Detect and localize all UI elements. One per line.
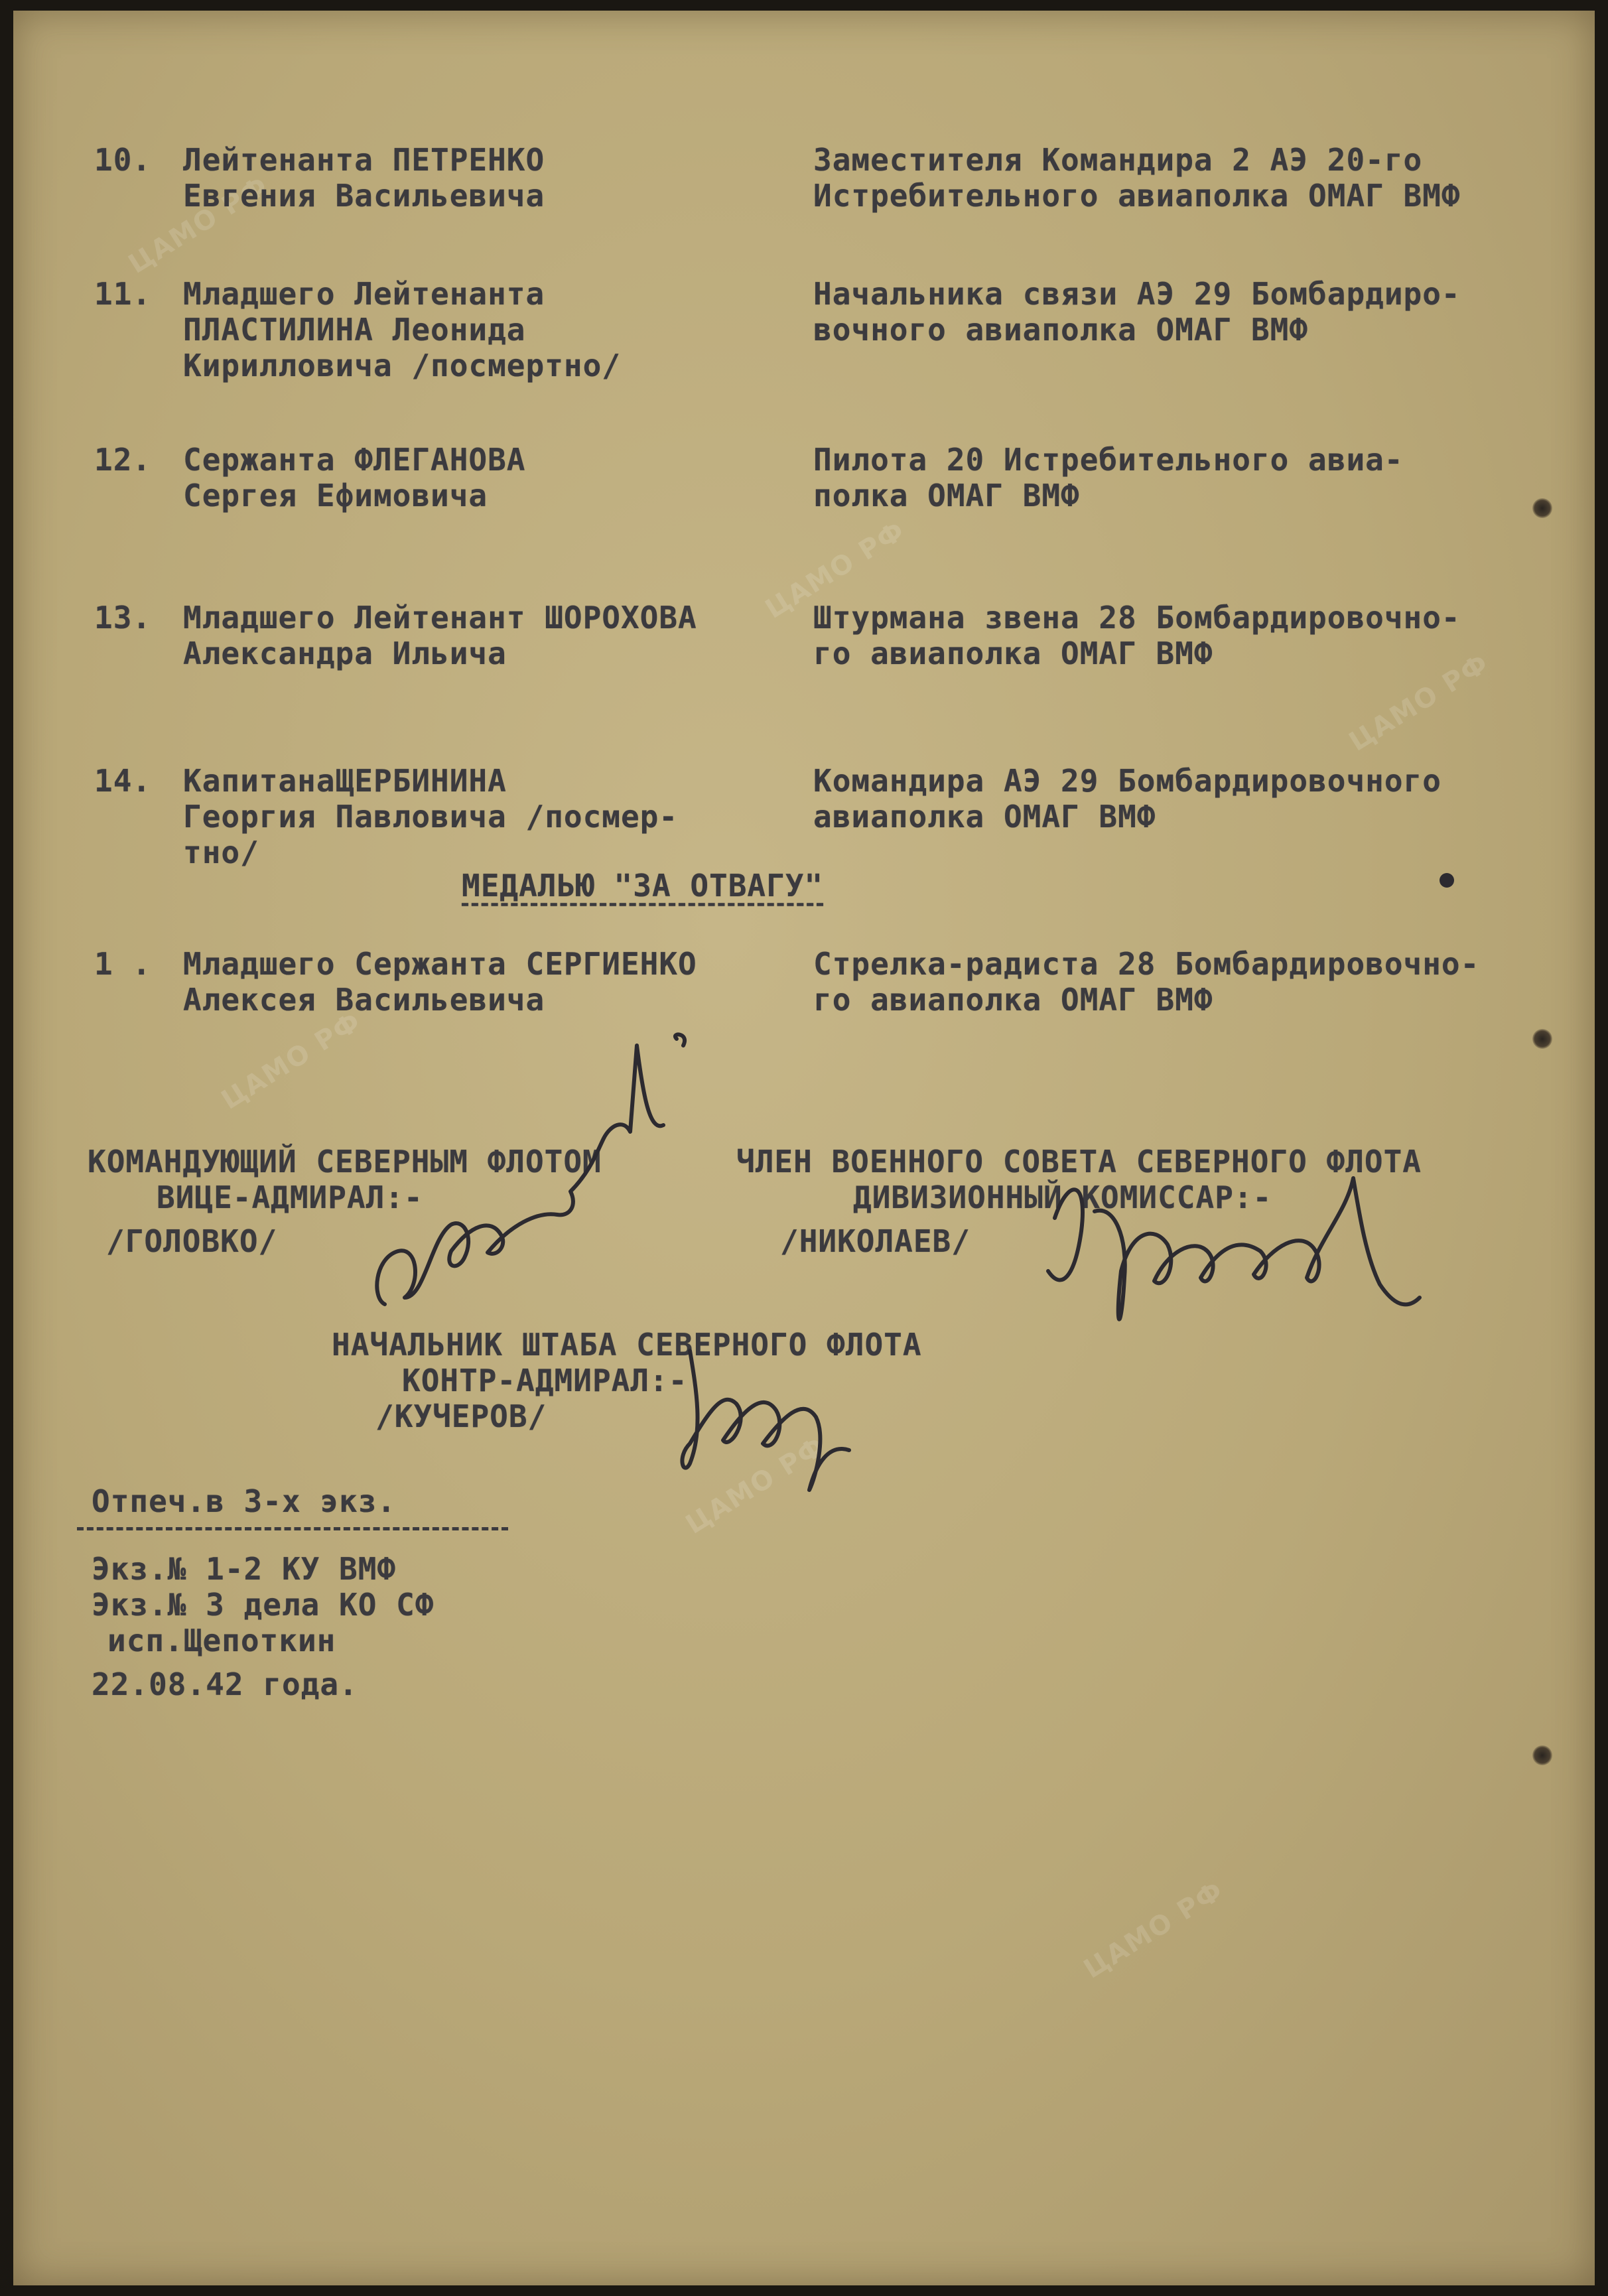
entry-name-line: Младшего Лейтенант ШОРОХОВА [183, 600, 697, 636]
punch-hole [1532, 1029, 1552, 1049]
council-title: ЧЛЕН ВОЕННОГО СОВЕТА СЕВЕРНОГО ФЛОТА [736, 1144, 1422, 1180]
entry-position-line: вочного авиаполка ОМАГ ВМФ [813, 312, 1309, 348]
entry-name-line: Сергея Ефимовича [183, 478, 488, 513]
footer-rule [77, 1527, 508, 1530]
commander-name: /ГОЛОВКО/ [106, 1223, 278, 1259]
watermark: ЦАМО РФ [1343, 647, 1495, 758]
staff-title: НАЧАЛЬНИК ШТАБА СЕВЕРНОГО ФЛОТА [332, 1327, 922, 1363]
staff-title: КОНТР-АДМИРАЛ:- [402, 1363, 688, 1398]
entry-name-line: Лейтенанта ПЕТРЕНКО [183, 142, 545, 178]
punch-hole [1532, 1745, 1552, 1765]
entry-name-line: КапитанаЩЕРБИНИНА [183, 763, 507, 799]
signature-kucherov [650, 1311, 889, 1497]
commander-title: КОМАНДУЮЩИЙ СЕВЕРНЫМ ФЛОТОМ [88, 1144, 602, 1180]
printed-copies-note: Отпеч.в 3-х экз. [92, 1483, 397, 1519]
entry-position-line: Пилота 20 Истребительного авиа- [813, 442, 1404, 478]
entry-position-line: полка ОМАГ ВМФ [813, 478, 1080, 513]
executor: исп.Щепоткин [107, 1623, 336, 1658]
watermark: ЦАМО РФ [1078, 1875, 1229, 1985]
entry-name-line: Евгения Васильевича [183, 178, 545, 214]
council-name: /НИКОЛАЕВ/ [780, 1223, 971, 1259]
entry-position-line: го авиаполка ОМАГ ВМФ [813, 636, 1213, 671]
punch-hole [1532, 498, 1552, 518]
entry-position-line: Заместителя Командира 2 АЭ 20-го [813, 142, 1423, 178]
document-page [13, 11, 1595, 2285]
entry-number: 14. [94, 763, 152, 799]
entry-position-line: Стрелка-радиста 28 Бомбардировочно- [813, 946, 1480, 982]
copy-line: Экз.№ 3 дела КО СФ [92, 1587, 435, 1623]
entry-number: 12. [94, 442, 152, 478]
entry-position-line: Штурмана звена 28 Бомбардировочно- [813, 600, 1461, 636]
watermark: ЦАМО РФ [123, 170, 274, 280]
ink-dot [1440, 873, 1454, 888]
staff-name: /КУЧЕРОВ/ [375, 1398, 547, 1434]
commander-title: ВИЦЕ-АДМИРАЛ:- [157, 1180, 423, 1215]
entry-position-line: Командира АЭ 29 Бомбардировочного [813, 763, 1441, 799]
entry-name-line: Младшего Сержанта СЕРГИЕНКО [183, 946, 697, 982]
entry-name-line: Младшего Лейтенанта [183, 276, 545, 312]
entry-position-line: авиаполка ОМАГ ВМФ [813, 799, 1156, 835]
watermark: ЦАМО РФ [680, 1430, 831, 1540]
entry-name-line: Кирилловича /посмертно/ [183, 348, 621, 383]
entry-number: 10. [94, 142, 152, 178]
entry-name-line: Алексея Васильевича [183, 982, 545, 1018]
entry-number: 11. [94, 276, 152, 312]
entry-name-line: Александра Ильича [183, 636, 507, 671]
entry-position-line: Начальника связи АЭ 29 Бомбардиро- [813, 276, 1461, 312]
entry-number: 13. [94, 600, 152, 636]
medal-heading: МЕДАЛЬЮ "ЗА ОТВАГУ" [462, 868, 824, 904]
entry-name-line: ПЛАСТИЛИНА Леонида [183, 312, 526, 348]
council-title: ДИВИЗИОННЫЙ КОМИССАР:- [853, 1180, 1272, 1215]
entry-position-line: Истребительного авиаполка ОМАГ ВМФ [813, 178, 1461, 214]
entry-number: 1 . [94, 946, 152, 982]
watermark: ЦАМО РФ [216, 1006, 367, 1116]
entry-position-line: го авиаполка ОМАГ ВМФ [813, 982, 1213, 1018]
entry-name-line: Георгия Павловича /посмер- [183, 799, 679, 835]
signature-golovko [358, 1006, 783, 1324]
watermark: ЦАМО РФ [760, 515, 911, 625]
entry-name-line: тно/ [183, 835, 259, 870]
copy-line: Экз.№ 1-2 КУ ВМФ [92, 1551, 397, 1587]
document-date: 22.08.42 года. [92, 1666, 358, 1702]
signature-nikolaev [1008, 1138, 1486, 1377]
entry-name-line: Сержанта ФЛЕГАНОВА [183, 442, 526, 478]
